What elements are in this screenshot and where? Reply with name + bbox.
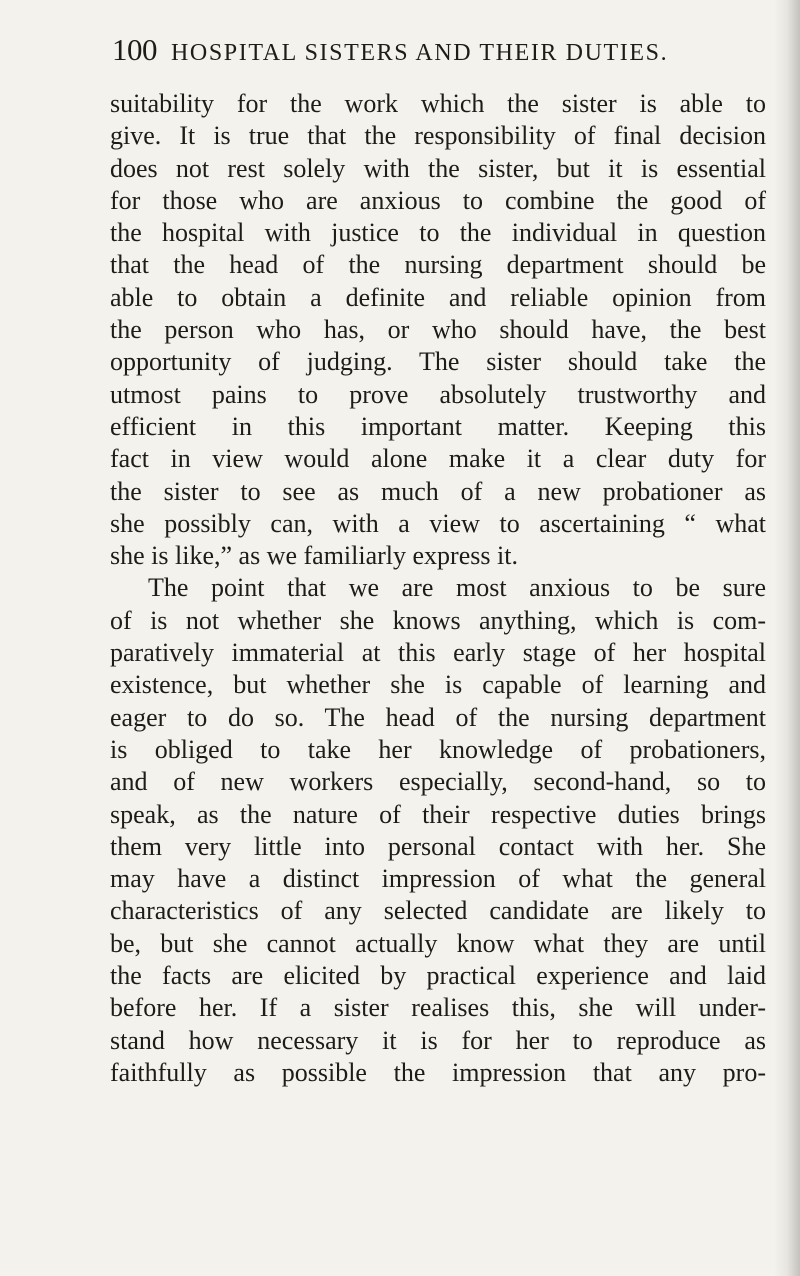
text-line: give. It is true that the responsibility of final decision [110, 121, 766, 151]
text-line: is obliged to take her knowledge of probationers, [110, 734, 766, 764]
text-line: and of new workers especially, second-hand, so to [110, 767, 766, 797]
text-line: of is not whether she knows anything, which is com- [110, 605, 766, 635]
text-line: opportunity of judging. The sister should take the [110, 347, 766, 377]
text-line: speak, as the nature of their respective duties brings [110, 799, 766, 829]
text-line: for those who are anxious to combine the good of [110, 185, 766, 215]
running-title: HOSPITAL SISTERS AND THEIR DUTIES. [171, 40, 669, 66]
text-line: the person who has, or who should have, the best [110, 315, 766, 345]
paragraph-start-line: The point that we are most anxious to be sure [148, 573, 766, 603]
running-head [112, 20, 712, 80]
text-line: characteristics of any selected candidate are likely to [110, 896, 766, 926]
text-line: that the head of the nursing department should be [110, 250, 766, 280]
body-text [110, 88, 766, 1089]
text-line: the facts are elicited by practical experience and laid [110, 961, 766, 991]
text-line: stand how necessary it is for her to reproduce as [110, 1025, 766, 1055]
text-line: utmost pains to prove absolutely trustworthy and [110, 379, 766, 409]
page-number: 100 [112, 32, 157, 67]
text-line: existence, but whether she is capable of learning and [110, 670, 766, 700]
paragraph-end-line: she is like,” as we familiarly express it. [110, 541, 518, 571]
text-line: may have a distinct impression of what the general [110, 864, 766, 894]
text-line: suitability for the work which the sister is able to [110, 89, 766, 118]
text-line: the sister to see as much of a new probationer as [110, 476, 766, 506]
text-line: efficient in this important matter. Keeping this [110, 411, 766, 441]
text-line: them very little into personal contact with her. She [110, 831, 766, 861]
text-line: faithfully as possible the impression that any pro- [110, 1057, 766, 1087]
text-line: does not rest solely with the sister, but it is essential [110, 153, 766, 183]
text-line: the hospital with justice to the individual in question [110, 218, 766, 248]
text-line: she possibly can, with a view to ascertaining “ what [110, 508, 766, 538]
text-line: before her. If a sister realises this, she will under- [110, 993, 766, 1023]
text-line: be, but she cannot actually know what they are until [110, 928, 766, 958]
text-line: able to obtain a definite and reliable opinion from [110, 282, 766, 312]
text-line: fact in view would alone make it a clear duty for [110, 444, 766, 474]
page-edge-shadow [774, 0, 800, 1276]
text-line: paratively immaterial at this early stage of her hospital [110, 638, 766, 668]
text-line: eager to do so. The head of the nursing department [110, 702, 766, 732]
